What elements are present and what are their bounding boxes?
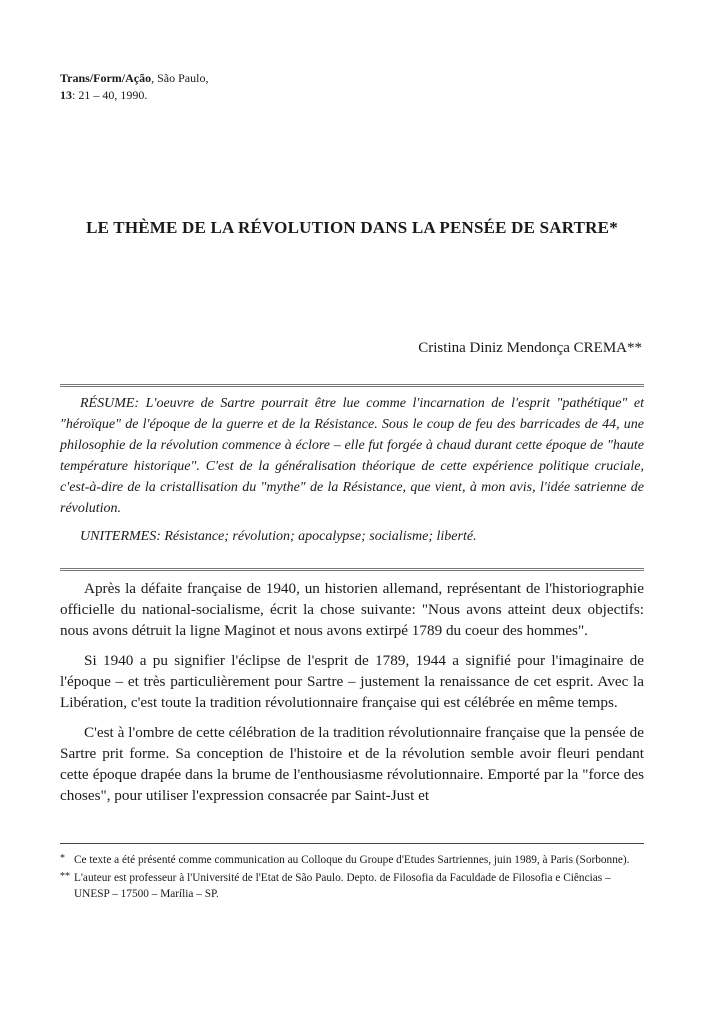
footnote-mark: ** bbox=[60, 871, 70, 882]
journal-place: , São Paulo, bbox=[151, 71, 209, 85]
abstract-top-rule bbox=[60, 384, 644, 387]
body-paragraph: Après la défaite française de 1940, un historien allemand, représentant de l'historiographie officielle du national-socialisme, écrit la chose suivante: "Nous avons atteint deux objectifs: nous avons détruit la ligne Maginot et nous avons extirpé 1789 du coeur des hommes". bbox=[60, 580, 644, 639]
footnote bbox=[60, 852, 644, 868]
journal-line-1 bbox=[60, 70, 208, 87]
body-paragraph: C'est à l'ombre de cette célébration de la tradition révolutionnaire française que la pensée de Sartre prit forme. Sa conception de l'histoire et de la révolution semble avoir fleuri pendant cette époque drapée dans la brume de l'enthousiasme révolutionnaire. Emporté par la "force des choses", pour utiliser l'expression consacrée par Saint-Just et bbox=[60, 724, 644, 804]
journal-volume: 13 bbox=[60, 88, 72, 102]
footnote bbox=[60, 870, 644, 902]
journal-name: Trans/Form/Ação bbox=[60, 71, 152, 85]
abstract-block bbox=[60, 393, 644, 547]
body-paragraph: Si 1940 a pu signifier l'éclipse de l'esprit de 1789, 1944 a signifié pour l'imaginaire de l'époque – et très particulièrement pour Sartre – justement la renaissance de cet esprit. Avec la Libération, c'est toute la tradition révolutionnaire française qui est célébrée en même temps. bbox=[60, 652, 644, 711]
abstract-bottom-rule bbox=[60, 568, 644, 571]
article-body bbox=[60, 578, 644, 815]
footnotes bbox=[60, 852, 644, 904]
article-title: LE THÈME DE LA RÉVOLUTION DANS LA PENSÉE DE SARTRE* bbox=[86, 218, 618, 237]
footnote-text: Ce texte a été présenté comme communication au Colloque du Groupe d'Etudes Sartriennes, juin 1989, à Paris (Sorbonne). bbox=[74, 854, 630, 866]
footnote-text: L'auteur est professeur à l'Université de l'Etat de São Paulo. Depto. de Filosofia da Faculdade de Filosofia e Ciências – UNESP – 17500 – Marília – SP. bbox=[74, 872, 611, 900]
abstract-text: RÉSUME: L'oeuvre de Sartre pourrait être lue comme l'incarnation de l'esprit "pathétique" et "héroïque" de l'époque de la guerre et de la Résistance. Sous le coup de feu des barricades de 44, une philosophie de la révolution commence à éclore – elle fut forgée à chaud durant cette époque de "haute température historique". C'est de la généralisation théorique de cette expérience politique cruciale, c'est-à-dire de la cristallisation du "mythe" de la Résistance, que vient, à mon avis, l'idée satrienne de révolution. bbox=[60, 396, 644, 516]
abstract-keywords: UNITERMES: Résistance; révolution; apocalypse; socialisme; liberté. bbox=[80, 529, 477, 544]
journal-line-2 bbox=[60, 87, 208, 104]
journal-citation bbox=[60, 70, 208, 104]
footnote-mark: * bbox=[60, 853, 65, 864]
journal-pages: : 21 – 40, 1990. bbox=[72, 88, 148, 102]
article-author: Cristina Diniz Mendonça CREMA** bbox=[418, 340, 642, 356]
footnote-rule bbox=[60, 843, 644, 844]
